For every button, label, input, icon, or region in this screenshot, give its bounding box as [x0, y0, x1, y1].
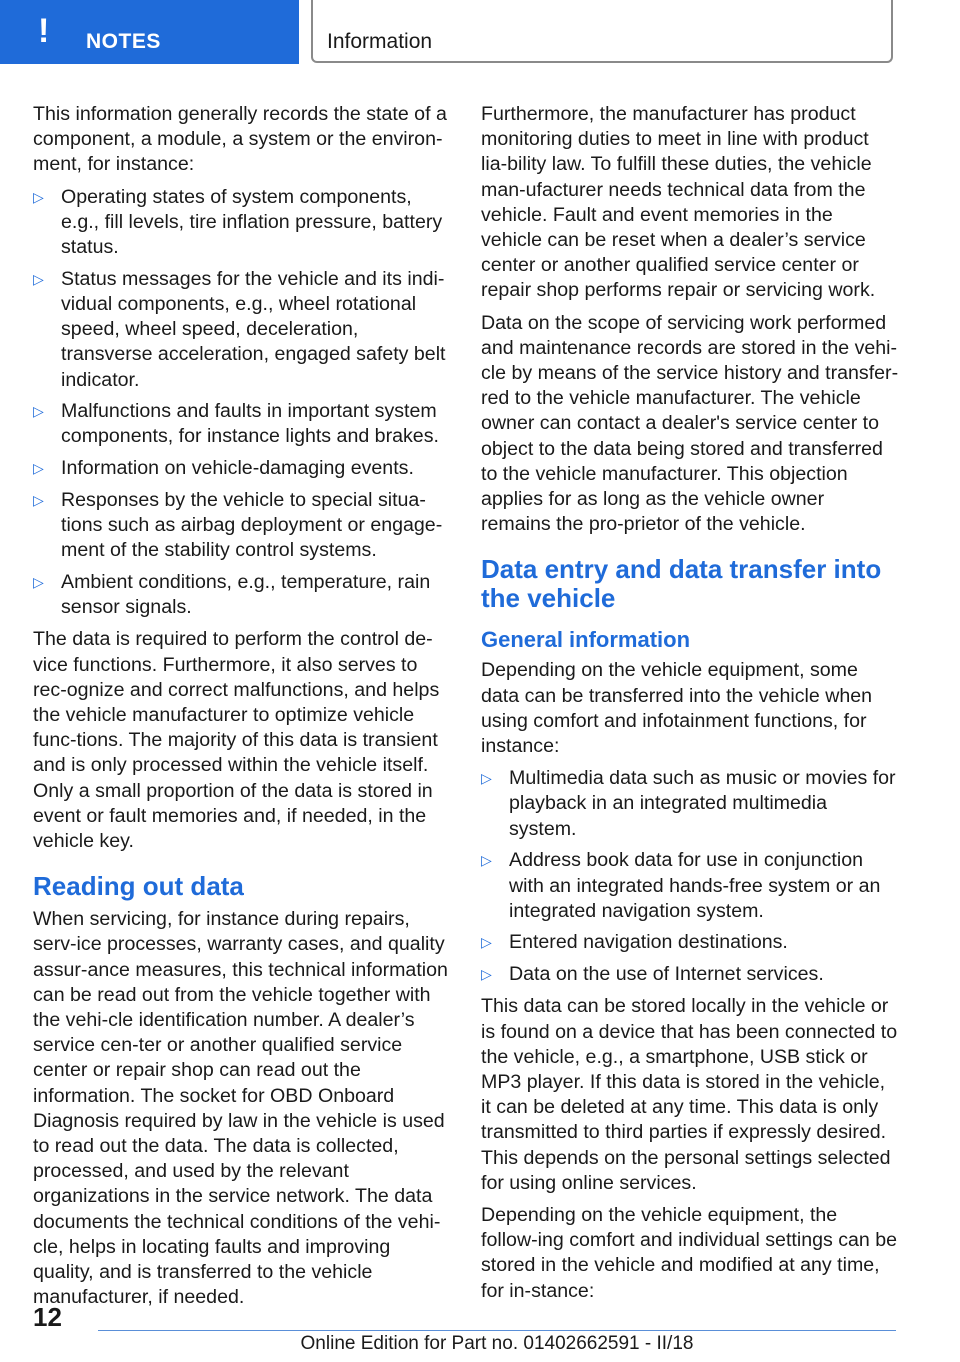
bullet-list [33, 185, 449, 621]
paragraph: This information generally records the state of a component, a module, a system or the environ-ment, for instance: [33, 103, 447, 176]
list-item-text: Ambient conditions, e.g., temperature, rain sensor signals. [61, 570, 431, 619]
list-item-text: Malfunctions and faults in important system components, for instance lights and brakes. [61, 400, 439, 448]
paragraph: The data is required to perform the control de-vice functions. Furthermore, it also serves to rec-ognize and correct malfunctions, and helps the vehicle manufacturer to optimize vehicle func-tions. The majority of this data is transient and is only processed within the vehicle itself. Only a small proportion of the data is stored in event or fault memories and, if needed, in the vehicle key. [33, 628, 440, 852]
notes-label: NOTES [86, 30, 161, 53]
list-item-text: Status messages for the vehicle and its indi-vidual components, e.g., wheel rotational speed, wheel speed, deceleration, transverse acceleration, engaged safety belt indicator. [61, 267, 446, 391]
paragraph: When servicing, for instance during repairs, serv-ice processes, warranty cases, and quality assur-ance measures, this technical information can be read out from the vehicle together with the vehi-cle identification number. A dealer’s service cen-ter or another qualified service center or repair shop can read out the information. The socket for OBD Onboard Diagnosis required by law in the vehicle is used to read out the data. The data is collected, processed, and used by the relevant organizations in the service network. The data documents the technical conditions of the vehi-cle, helps in locating faults and improving quality, and is transferred to the vehicle manufacturer, if needed. [33, 908, 448, 1309]
paragraph: Data on the scope of servicing work performed and maintenance records are stored in the vehi-cle by means of the service history and transfer-red to the vehicle manufacturer. The vehicle owner can contact a dealer's service center to object to the data being stored and transferred to the vehicle manufacturer. This objection applies for as long as the vehicle owner remains the pro-prietor of the vehicle. [481, 311, 899, 536]
triangle-bullet-icon: ▷ [33, 271, 44, 288]
triangle-bullet-icon: ▷ [33, 404, 44, 421]
warning-icon: ! [38, 12, 50, 50]
section-heading: Data entry and data transfer into the vehicle [481, 554, 882, 614]
list-item [33, 570, 449, 620]
footer-divider [98, 1330, 896, 1331]
left-column [33, 102, 449, 1317]
list-item-text: Responses by the vehicle to special situa-tions such as airbag deployment or engage-ment of the stability control systems. [61, 488, 443, 562]
section-tab [311, 0, 893, 63]
paragraph: Depending on the vehicle equipment, some data can be transferred into the vehicle when using comfort and infotainment functions, for instance: [481, 659, 873, 758]
right-column [481, 102, 899, 1311]
footer-edition: Online Edition for Part no. 01402662591 - II/18 [300, 1333, 694, 1354]
list-item-text: Data on the use of Internet services. [509, 963, 824, 986]
list-item-text: Entered navigation destinations. [509, 931, 788, 954]
list-item-text: Information on vehicle-damaging events. [61, 457, 414, 480]
list-item [481, 766, 899, 842]
triangle-bullet-icon: ▷ [481, 771, 492, 788]
bullet-list [481, 766, 899, 987]
list-item [33, 488, 449, 564]
list-item [33, 185, 449, 261]
triangle-bullet-icon: ▷ [33, 461, 44, 478]
paragraph: This data can be stored locally in the vehicle or is found on a device that has been connected to the vehicle, e.g., a smartphone, USB stick or MP3 player. If this data is stored in the vehicle, it can be deleted at any time. This data is only transmitted to third parties if expressly desired. This depends on the personal settings selected for using online services. [481, 995, 898, 1194]
triangle-bullet-icon: ▷ [33, 574, 44, 591]
paragraph: Furthermore, the manufacturer has product monitoring duties to meet in line with product lia-bility law. To fulfill these duties, the vehicle man-ufacturer needs technical data from the vehicle. Fault and event memories in the vehicle can be reset when a dealer’s service center or another qualified service center or repair shop performs repair or servicing work. [481, 103, 876, 302]
list-item [481, 848, 899, 924]
list-item [481, 962, 899, 987]
subsection-heading: General information [481, 627, 691, 653]
list-item [33, 267, 449, 393]
triangle-bullet-icon: ▷ [481, 935, 492, 952]
triangle-bullet-icon: ▷ [33, 189, 44, 206]
triangle-bullet-icon: ▷ [481, 853, 492, 870]
list-item-text: Multimedia data such as music or movies for playback in an integrated multimedia system. [509, 767, 896, 840]
page-number: 12 [33, 1302, 62, 1332]
list-item-text: Operating states of system components, e.g., fill levels, tire inflation pressure, battery status. [61, 185, 443, 259]
notes-tab [0, 0, 299, 64]
list-item [481, 930, 899, 955]
triangle-bullet-icon: ▷ [33, 492, 44, 509]
triangle-bullet-icon: ▷ [481, 967, 492, 984]
list-item-text: Address book data for use in conjunction with an integrated hands-free system or an integrated navigation system. [509, 849, 881, 922]
paragraph: Depending on the vehicle equipment, the follow-ing comfort and individual settings can be stored in the vehicle and modified at any time, for in-stance: [481, 1204, 898, 1302]
list-item [33, 456, 449, 481]
section-heading: Reading out data [33, 871, 244, 902]
section-label: Information [327, 30, 433, 53]
list-item [33, 399, 449, 449]
